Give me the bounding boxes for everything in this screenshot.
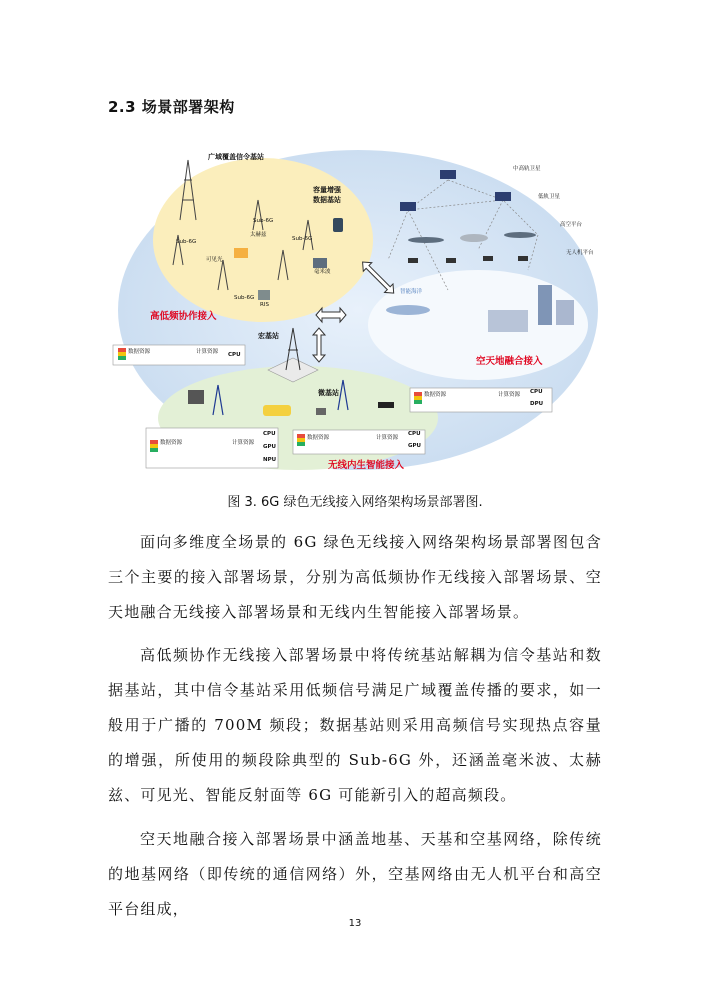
ai-drone-icon (378, 402, 394, 408)
label-sub6g-c: Sub-6G (176, 239, 197, 245)
section-heading: 2.3 场景部署架构 (108, 98, 235, 116)
architecture-figure (108, 140, 602, 476)
label-compute-res-4: 计算资源 (376, 435, 399, 441)
label-sub6g-a: Sub-6G (253, 218, 274, 224)
ris-panel-icon (258, 290, 270, 300)
label-gpu-3: GPU (263, 444, 277, 450)
label-thz: 太赫兹 (250, 232, 267, 238)
label-compute-res-3: 计算资源 (232, 440, 255, 446)
figure-caption: 图 3. 6G 绿色无线接入网络架构场景部署图. (227, 495, 483, 510)
label-compute-res-1: 计算资源 (196, 349, 219, 355)
paragraph-1: 面向多维度全场景的 6G 绿色无线接入网络架构场景部署图包含三个主要的接入部署场景，分别为高低频协作无线接入部署场景、空天地融合无线接入部署场景和无线内生智能接入部署场景。 (108, 533, 602, 621)
page-number: 13 (348, 918, 362, 929)
label-visible-light: 可见光 (206, 257, 223, 263)
car-icon (263, 405, 291, 416)
label-ship: 智能海洋 (400, 289, 423, 295)
figure-graphic (108, 140, 602, 476)
label-uav: 无人机平台 (566, 250, 594, 256)
label-cpu-2: CPU (530, 389, 543, 395)
label-npu-3: NPU (263, 457, 277, 463)
label-mmwave: 毫米波 (314, 269, 331, 275)
label-meo-sat: 中高轨卫星 (513, 166, 541, 172)
label-dpu-2: DPU (530, 401, 544, 407)
label-cpu-3: CPU (263, 431, 276, 437)
label-cpu-4: CPU (408, 431, 421, 437)
phone-icon (333, 218, 343, 232)
camera-icon (316, 408, 326, 415)
label-sub6g-b: Sub-6G (292, 236, 313, 242)
label-data-res-4: 数据资源 (307, 435, 330, 441)
label-sub6g-d: Sub-6G (234, 295, 255, 301)
label-space-air-ground: 空天地融合接入 (476, 356, 543, 367)
label-data-res-1: 数据资源 (128, 349, 151, 355)
label-micro-bs: 微基站 (318, 389, 339, 397)
label-leo-sat: 低轨卫星 (538, 194, 561, 200)
label-wide-area-bs: 广域覆盖信令基站 (208, 153, 264, 161)
visible-light-icon (234, 248, 248, 258)
label-capacity-bs-2: 数据基站 (313, 196, 341, 204)
label-macro-bs: 宏基站 (258, 332, 279, 340)
label-hap: 高空平台 (560, 222, 583, 228)
label-cpu-1: CPU (228, 352, 241, 358)
paragraph-2: 高低频协作无线接入部署场景中将传统基站解耦为信令基站和数据基站，其中信令基站采用低频信号满足广域覆盖传播的要求，如一般用于广播的 700M 频段；数据基站则采用高频信号实现热点容量的增强，所使用的频段除典型的 Sub-6G 外，还涵盖毫米波、太赫兹、可见光、智能反射面等 6G 可能新引入的超高频段。 (108, 646, 602, 804)
label-gpu-4: GPU (408, 443, 422, 449)
label-ris: RIS (260, 302, 269, 308)
paragraph-3: 空天地融合接入部署场景中涵盖地基、天基和空基网络，除传统的地基网络（即传统的通信网络）外，空基网络由无人机平台和高空平台组成， (108, 830, 602, 918)
label-capacity-bs-1: 容量增强 (313, 186, 341, 194)
robot-icon (188, 390, 204, 404)
label-data-res-3: 数据资源 (160, 440, 183, 446)
label-compute-res-2: 计算资源 (498, 392, 521, 398)
label-data-res-2: 数据资源 (424, 392, 447, 398)
label-high-low-freq: 高低频协作接入 (150, 311, 217, 322)
label-wireless-native-ai: 无线内生智能接入 (328, 460, 405, 471)
laptop-icon (313, 258, 327, 268)
